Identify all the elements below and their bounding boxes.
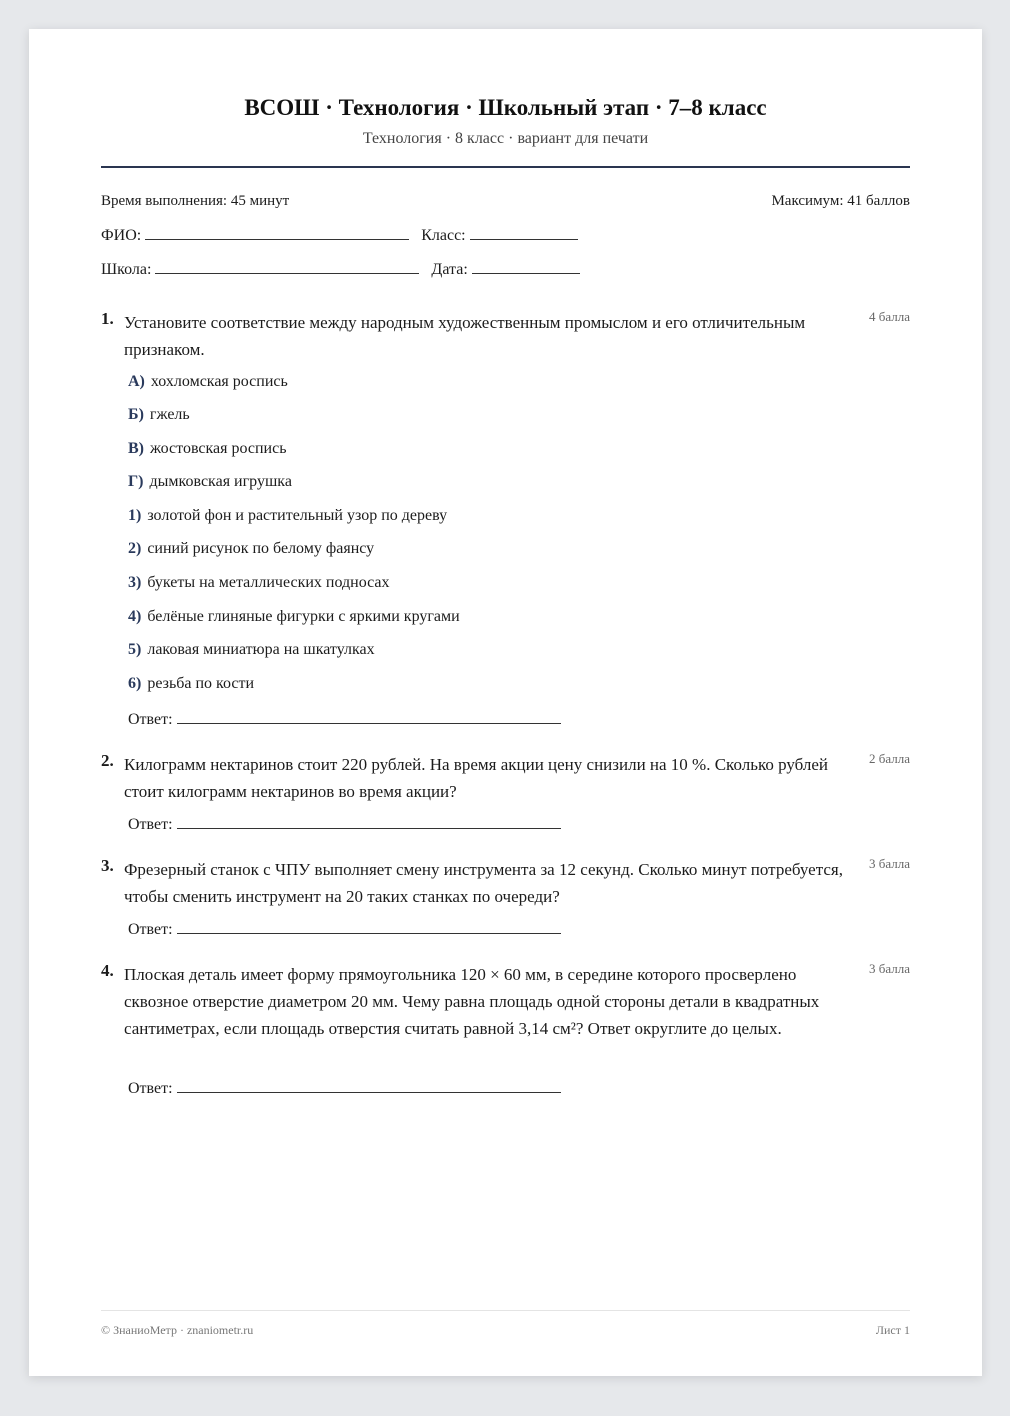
question-number: 3. [101,856,114,875]
date-field[interactable] [472,259,580,274]
class-label: Класс: [421,227,466,244]
option-text: белёные глиняные фигурки с яркими кругами [147,608,460,625]
option-item [128,406,190,424]
answer-label: Ответ: [128,711,173,728]
date-label: Дата: [431,261,468,278]
answer-label: Ответ: [128,921,173,938]
class-field[interactable] [470,225,578,240]
option-text: жостовская роспись [150,440,287,457]
question-points: 3 балла [869,961,910,976]
option-item [128,440,287,458]
answer-row [128,709,561,729]
question-number: 4. [101,961,114,980]
answer-row [128,814,561,834]
option-key: 5) [128,641,142,658]
option-key: 3) [128,574,142,591]
option-text: золотой фон и растительный узор по дереву [147,507,448,524]
option-item [128,641,375,659]
option-text: резьба по кости [147,675,255,692]
school-field[interactable] [155,259,419,274]
time-limit: Время выполнения: 45 минут [101,193,290,209]
page-title: ВСОШ · Технология · Школьный этап · 7–8 класс [244,95,767,120]
question-text: Установите соответствие между народным художественным промыслом и его отличительным признаком. [124,313,806,359]
answer-field[interactable] [177,814,561,829]
option-key: 1) [128,507,142,524]
answer-label: Ответ: [128,816,173,833]
worksheet-page [29,29,982,1376]
option-key: 4) [128,608,142,625]
option-text: букеты на металлических подносах [147,574,390,591]
option-key: В) [128,440,144,457]
school-label: Школа: [101,261,152,278]
question-number: 2. [101,751,114,770]
question-text: Плоская деталь имеет форму прямоугольника 120 × 60 мм, в середине которого просверлено сквозное отверстие диаметром 20 мм. Чему равна площадь одной стороны детали в квадратных сантиметрах, если площадь отверстия считать равной 3,14 см²? Ответ округлите до целых. [124,965,820,1038]
answer-field[interactable] [177,709,561,724]
option-item [128,540,374,558]
question-number: 1. [101,309,114,328]
answer-label: Ответ: [128,1080,173,1097]
option-text: хохломская роспись [150,373,288,390]
school-date-row [101,259,580,279]
option-item [128,574,390,592]
question-points: 2 балла [869,751,910,766]
option-text: лаковая миниатюра на шкатулках [147,641,375,658]
option-item [128,507,447,525]
option-key: 2) [128,540,142,557]
question-text: Фрезерный станок с ЧПУ выполняет смену инструмента за 12 секунд. Сколько минут потребуется, чтобы сменить инструмент на 20 таких станках по очереди? [124,860,843,906]
option-text: дымковская игрушка [149,473,292,490]
option-text: синий рисунок по белому фаянсу [147,540,375,557]
question-text: Килограмм нектаринов стоит 220 рублей. На время акции цену снизили на 10 %. Сколько рублей стоит килограмм нектаринов во время акции? [124,755,829,801]
answer-field[interactable] [177,1078,561,1093]
option-item [128,608,460,626]
page-subtitle: Технология · 8 класс · вариант для печати [362,130,649,147]
option-key: Г) [128,473,144,490]
fio-label: ФИО: [101,227,142,244]
option-key: Б) [128,406,144,423]
fio-field[interactable] [145,225,409,240]
option-key: А) [128,373,145,390]
footer-page-number: Лист 1 [875,1323,910,1337]
option-item [128,675,254,693]
question-points: 3 балла [869,856,910,871]
header-divider [101,166,910,168]
footer-copyright: © ЗнаниоМетр · znaniometr.ru [101,1323,254,1337]
answer-field[interactable] [177,919,561,934]
option-item [128,473,292,491]
answer-row [128,1078,561,1098]
option-key: 6) [128,675,142,692]
name-class-row [101,225,578,245]
option-text: гжель [149,406,190,423]
question-points: 4 балла [869,309,910,324]
max-score: Максимум: 41 баллов [771,193,910,209]
option-item [128,373,288,391]
answer-row [128,919,561,939]
footer-divider [101,1310,910,1311]
